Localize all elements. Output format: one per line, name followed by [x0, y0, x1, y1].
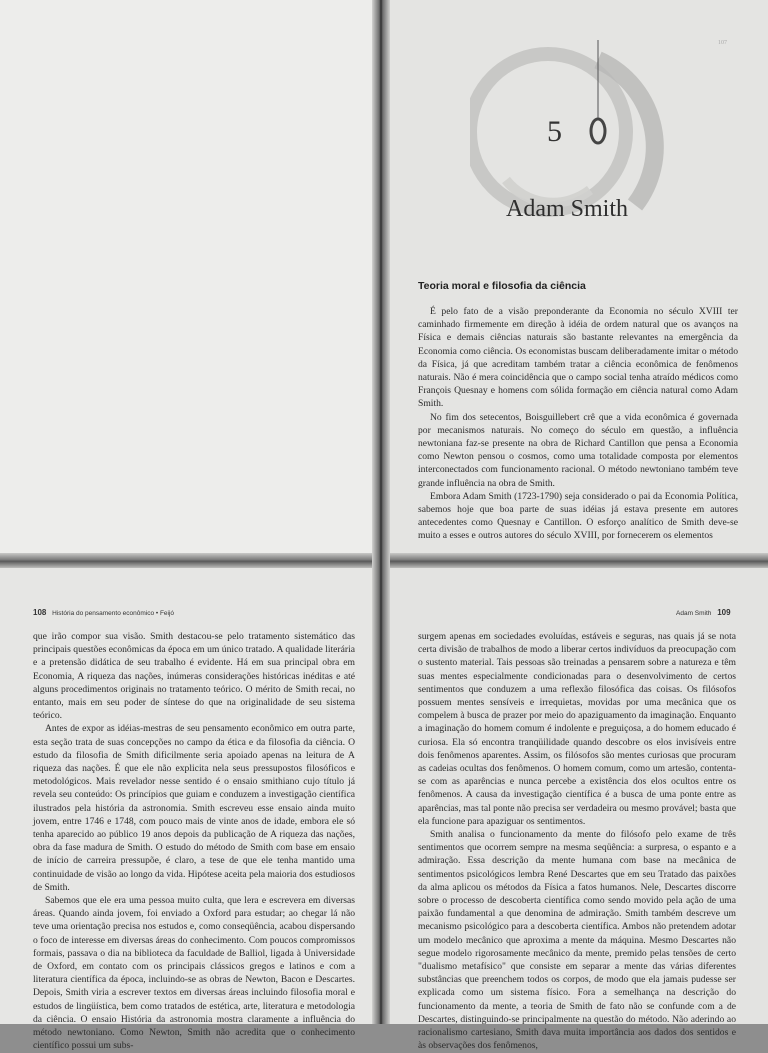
- blank-page: [0, 0, 378, 555]
- chapter-number: 5: [547, 115, 562, 148]
- left-running-title: História do pensamento econômico • Feijó: [52, 610, 175, 617]
- chapter-body-text: [418, 305, 738, 543]
- paragraph: É pelo fato de a visão preponderante da Economia no século XVIII ter caminhado firmemente em direção à idéia de ordem natural que os avanços na Física e demais ciências naturais são bastante relevantes na emergência da Economia como ciência. Os economistas buscam deliberadamente imitar o método da Física, já que acreditam também tratar a ciência econômica de fenômenos naturais. Não é mera coincidência que o campo social tenha atraído médicos como François Quesnay e homens com sólida formação em ciência natural como Adam Smith.: [418, 306, 738, 410]
- paragraph: surgem apenas em sociedades evoluídas, estáveis e seguras, nas quais já se nota certa divisão de trabalhos de modo a liberar certos indivíduos da preocupação com o sustento material. Tais pessoas são treinadas a pensarem sobre a natureza e têm suas mentes especialmente condicionadas para o desenvolvimento de certos sentimentos que conduzem a uma reflexão filosófica das coisas. Os filósofos possuem mentes sensíveis e irrequietas, movidas por uma mecânica que os compelem à busca de prazer por meio do apaziguamento da imaginação. Enquanto a imaginação do homem comum é indolente e preguiçosa, a do homem educado é curiosa. Ela só encontra tranqüilidade quando descobre os elos invisíveis entre dois fenômenos aparentes. Assim, os filósofos são mentes curiosas que procuram as cadeias ocultas dos fenômenos. O homem comum, como um artesão, contenta-se com as aparências e nunca percebe a existência dos elos ocultos entre os fenômenos. A causa da investigação científica é a busca de uma ponte entre as aparências, mas tal ponte não precisa ser verdadeira ou mesmo provável; basta que ela funcione para apaziguar os sentimentos.: [418, 631, 736, 827]
- paragraph: Antes de expor as idéias-mestras de seu pensamento econômico em outra parte, esta seção trata de suas concepções no campo da ética e da filosofia da ciência. O estudo da filosofia de Smith dificilmente seria apoiado apenas na leitura de A riqueza das nações. É que ele não explicita nela seus pressupostos filosóficos e metodológicos. Mais revelador nesse sentido é o ensaio smithiano cujo título já revela seu conteúdo: Os princípios que guiam e conduzem a investigação científica ilustrados pela história da astronomia. Smith escreveu esse ensaio ainda muito jovem, entre 1746 e 1748, com pouco mais de vinte anos de idade, embora ele só tenha aparecido ao público 19 anos depois da publicação de A riqueza das nações, obra da fase madura de Smith. O estudo do método de Smith com base em ensaio de início de carreira pressupõe, é claro, a tese de que ele tenha mantido uma continuidade de visão ao longo da vida. Hipótese aceita pela maioria dos estudiosos de Smith.: [33, 723, 355, 893]
- right-running-title: Adam Smith: [676, 610, 712, 617]
- section-heading: Teoria moral e filosofia da ciência: [418, 280, 586, 292]
- corner-page-mark: 107: [718, 40, 727, 46]
- paragraph: No fim dos setecentos, Boisguillebert crê que a vida econômica é governada por mecanismos naturais. No começo do século em questão, a influência newtoniana faz-se presente na obra de Richard Cantillon que pensa a Economia como Newton pensou o cosmos, como uma totalidade composta por elementos interconectados com funcionamento racional. O método newtoniano também teve grande influência na obra de Smith.: [418, 411, 738, 489]
- page-number-right: 109: [717, 608, 731, 617]
- left-page-body-text: [33, 630, 355, 1053]
- book-gutter-shadow: [372, 0, 390, 1024]
- pendulum-bob-icon: [591, 119, 605, 143]
- left-running-head: [33, 608, 174, 617]
- page-number-left: 108: [33, 608, 47, 617]
- chapter-ornament: [470, 40, 670, 280]
- paragraph: Sabemos que ele era uma pessoa muito culta, que lera e escrevera em diversas áreas. Quando ainda jovem, foi enviado a Oxford para estudar; ao chegar lá não teve uma orientação precisa nos estudos e, como conseqüência, acabou dispersando o foco de interesse em diversas áreas do conhecimento. Com poucos compromissos formais, passava o dia na biblioteca da faculdade de Balliol, ligada à Universidade de Oxford, em contato com os principais clássicos gregos e latinos e com a literatura científica da época, incluindo-se as obras de Newton, Bacon e Descartes. Depois, Smith viria a escrever textos em diversas áreas incluindo filosofia moral e estudos de lingüística, bem como tratados de estética, arte, literatura e metodologia da ciência. O ensaio História da astronomia mostra claramente a influência do método newtoniano. Como Newton, Smith não acredita que o conhecimento científico possui um subs-: [33, 895, 355, 1052]
- paragraph: Embora Adam Smith (1723-1790) seja considerado o pai da Economia Política, sabemos hoje que boa parte de suas idéias já estava presente em autores antecedentes como Quesnay e Cantillon. O esforço analítico de Smith deve-se muito a esses e outros autores do século XVIII, por fornecerem os elementos: [418, 490, 738, 542]
- right-page-body-text: [418, 630, 736, 1053]
- right-running-head: [676, 608, 731, 617]
- chapter-title: Adam Smith: [506, 196, 629, 222]
- paragraph: Smith analisa o funcionamento da mente do filósofo pelo exame de três sentimentos que ocorrem sempre na mesma seqüência: a surpresa, o espanto e a admiração. Essa descrição da mente humana com base na mecânica de sentimentos psicológicos lembra René Descartes que em seu Tratado das paixões da alma aplicou os métodos da Física a fatos humanos. Nele, Descartes discorre sobre o processo de descoberta científica como sendo movido pela ação de uma paixão fundamental a que denomina de admiração. Smith também descreve um mecanismo psicológico para a descoberta científica. Ambos não pretendem adotar um modelo mecânico que aproxima a mente da máquina. Mesmo Descartes não segue modelo rigorosamente mecânico da mente, premido pelas tensões de certo "dualismo metafísico" que consiste em separar a mente das várias diferentes substâncias que preenchem todos os corpos, de modo que ela jamais pudesse ser explicada como um sistema físico. Fora a semelhança na descrição do funcionamento da mente, a teoria de Smith de fato não se confunde com a de Descartes, distinguindo-se principalmente na questão do método. Não aderindo ao racionalismo cartesiano, Smith dava muita importância aos dados dos sentidos e às observações dos fenômenos,: [418, 829, 736, 1052]
- paragraph: que irão compor sua visão. Smith destacou-se pelo tratamento sistemático das principais questões econômicas da época em um único tratado. A qualidade literária e a pretensão didática de seu trabalho é evidente. Há em sua principal obra em Economia, A riqueza das nações, inúmeras considerações históricas inéditas e até alguns procedimentos originais no tratamento teórico. O mérito de Smith recai, no entanto, mais em seu poder de síntese do que na originalidade de seu sistema teórico.: [33, 631, 355, 722]
